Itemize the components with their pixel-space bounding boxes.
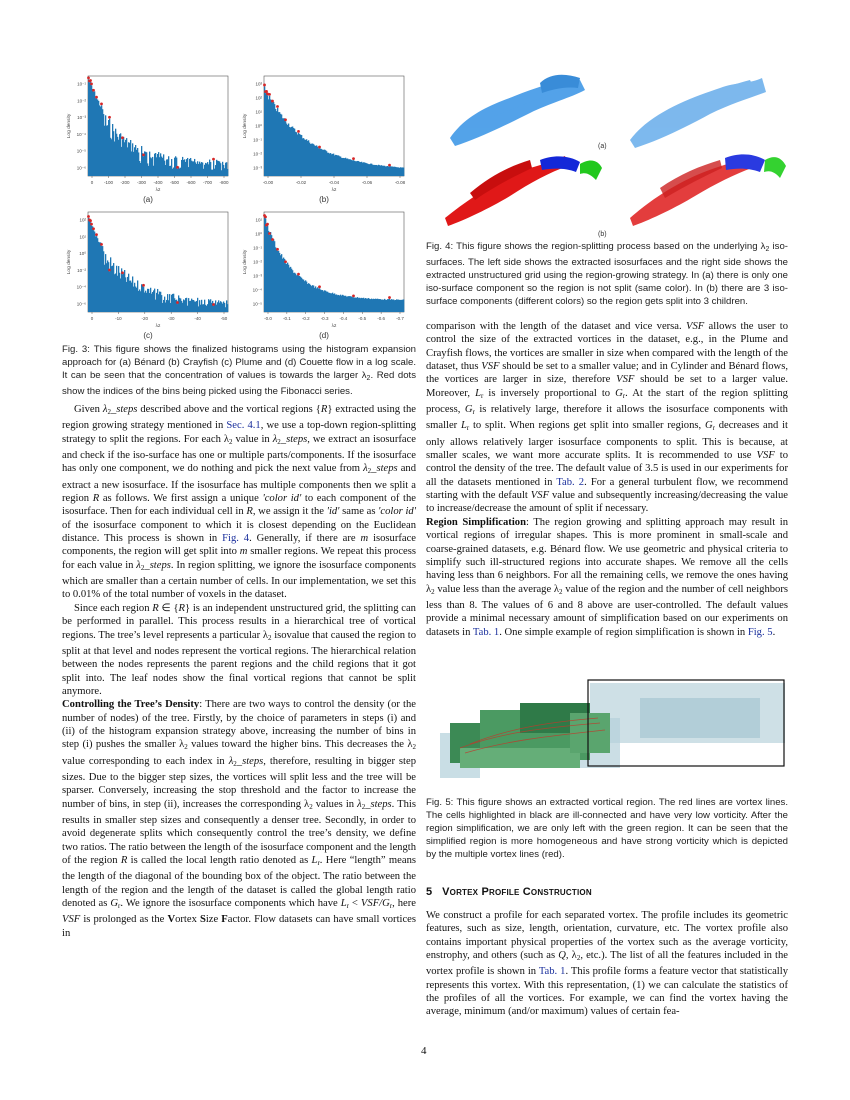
x-tick-label: -200 [120,180,130,185]
x-tick-label: -0.2 [301,316,310,321]
fibonacci-bin-dot [121,136,124,139]
x-tick-label: -500 [169,180,180,185]
text-segment: : The region growing and splitting approach may result in vortical regions of irregular shapes. This is more prominent in small-scale and coarse-grained datasets, e.g. Bénard flow. We use geometric and physical criteria to simplify such ill-structured regions into accurate shapes. We remove all the cells having less than 6 neighbors. For all the remaining cells, we remove the ones having λ [426,516,788,595]
y-tick-label: 10⁻² [77,267,86,273]
fibonacci-bin-dot [176,166,179,169]
y-tick-label: 10² [79,217,86,223]
y-tick-label: 10⁻³ [253,165,262,171]
section-heading [426,886,592,898]
text-segment: is relatively large, therefore it allows the isosurface components with smaller [426,404,788,432]
y-tick-label: 10⁻¹ [253,245,262,251]
text-segment: . Red dots show the indices of the bins being picked using the Fibonacci series. [62,369,416,397]
text-segment: . Generally, if there are [249,533,361,545]
fibonacci-bin-dot [92,89,95,92]
fig4-label-a: (a) [598,143,607,150]
text-segment: value in [232,433,273,445]
fibonacci-bin-dot [276,105,279,108]
y-tick-label: 10⁻² [253,151,262,157]
text-segment: Q [558,950,566,962]
text-segment: G [110,898,119,910]
text-segment: L [311,855,318,866]
text-segment: r [466,424,470,433]
text-segment: m [360,533,369,545]
fibonacci-bin-dot [95,96,98,99]
text-segment: decreases and it only allows relatively larger isosurface components to split. This is because, at smaller scales, we want more accurate splits. It is recommended to use [426,420,788,462]
text-segment: R [178,602,186,614]
y-tick-label: 10⁻⁴ [252,287,262,293]
x-tick-label: -0.4 [339,316,348,321]
text-segment: 2 [765,246,770,253]
text-segment: _steps [236,755,264,767]
text-segment: to control the density of the tree. The default value of 3.5 is used in our experiments for all the datasets mentioned in [426,450,788,488]
fibonacci-bin-dot [95,233,98,236]
text-segment: Given [74,404,103,415]
text-segment: isosurface components, the region will get split into [62,533,417,558]
text-segment: S [199,914,206,926]
text-segment: . This profile forms a feature vector that statistically represents this vortex. With this representation, (1) we can calculate the statistics of the profiles of all the vortices. For example, we can find the vortex having the average, minimum (and/or maximum) values of certain fea- [426,966,788,1018]
text-segment: to each component of the isosurface. Then for each individual cell in [62,493,416,518]
fibonacci-bin-dot [176,301,179,304]
text-segment: ize [205,914,222,926]
y-tick-label: 10⁻³ [77,115,86,121]
text-segment: Region Simplification [426,516,526,528]
x-tick-label: -0.04 [328,180,340,185]
fibonacci-bin-dot [142,153,145,156]
text-segment: . At the start of the region splitting process, [426,387,788,416]
fig5-vortical-region [440,678,788,792]
text-segment: VSF [756,450,775,462]
histogram-bar [403,299,404,312]
subfigure-label: (b) [319,195,329,204]
x-tick-label: -0.1 [282,316,291,321]
text-segment: r [118,902,121,911]
y-tick-label: 10⁻⁴ [76,131,86,137]
x-tick-label: -400 [153,180,163,185]
x-tick-label: -50 [220,316,228,321]
text-segment: r [346,902,349,911]
histogram-b [238,72,410,208]
histogram-d [238,208,410,344]
text-segment: same as [339,506,379,518]
fibonacci-bin-dot [212,158,215,161]
text-segment: VSF [685,321,705,332]
text-segment: _steps [371,463,398,475]
text-segment: value of the region and the number of cell neighbors less than 8. The values of 6 and 8 above are user-controlled. The default values provide a minimal necessary amount of simplification based on our experiments on datasets in [426,583,788,638]
text-segment: values toward the higher bins. This decreases the λ [187,739,413,751]
y-tick-label: 10⁻⁵ [252,301,262,307]
section-title: Vortex Profile Construction [442,886,592,898]
text-segment: G [615,387,623,399]
fig4-label-b: (b) [598,231,607,238]
y-tick-label: 10³ [255,81,262,87]
text-segment: L [460,420,467,432]
text-segment: V [167,914,176,926]
text-segment: value corresponding to each index in [62,755,229,767]
text-segment: VSF [481,361,500,373]
x-tick-label: -40 [194,316,201,321]
fibonacci-bin-dot [121,271,124,274]
histogram-bar [227,304,228,312]
fibonacci-bin-dot [87,215,90,218]
cross-reference-link[interactable]: Tab. 2 [556,476,585,488]
text-segment: λ [272,433,278,445]
left-column [62,403,416,940]
text-segment: value less than the average λ [434,583,560,595]
text-segment: iso-surfaces. The left side shows the extracted isosurfaces and the right side shows the extracted unstructured grid using the region-growing strategy. In (a) there is only one iso-surface component so the region is not split (same color). In (b) there are 3 iso-surface components (different colors) so the region gets split into 3 children. [426,241,789,307]
text-segment: is inversely proportional to [483,387,616,399]
text-segment: 2 [140,563,145,572]
text-segment: L [340,898,347,910]
histogram-plot [238,208,410,332]
text-segment: , we use a top-down region-splitting strategy to split the regions. For each λ [62,420,416,445]
text-segment: 2 [277,437,281,446]
y-tick-label: 10⁻¹ [253,137,262,143]
text-segment: 'color id' [378,506,416,518]
x-tick-label: -0.0 [264,316,272,321]
grid-a-right [630,78,766,148]
text-segment: , we extract an isosurface and check if the iso-surface has one or multiple parts/components. If the isosurface has only one component, we do nothing and pick the next value from [62,433,416,475]
text-segment: r [317,859,320,867]
y-tick-label: 10⁻² [77,98,86,104]
x-axis-label: λ2 [331,323,337,328]
y-axis-label: Log density [67,249,72,275]
x-tick-label: -100 [103,180,114,185]
text-segment: Fig. 5: This figure shows an extracted vortical region. The red lines are vortex lines. The cells highlighted in black are ill-connected and have very low vorticity. After the region simplification, we are only left with the green region. It can be seen that the simplified region is more homogeneous and have strong vorticity which is depicted by the multiple vortex lines (red). [426,797,788,860]
text-segment: 2 [233,759,237,768]
text-segment: 2 [267,633,272,642]
x-tick-label: -20 [141,316,149,321]
fibonacci-bin-dot [265,90,268,93]
y-tick-label: 10⁰ [255,123,262,129]
fibonacci-bin-dot [284,260,287,263]
x-tick-label: 0 [90,316,94,321]
fibonacci-bin-dot [284,118,287,121]
histogram-c [62,208,234,344]
histogram-a [62,72,234,208]
fibonacci-bin-dot [108,269,111,272]
histogram-bar [227,169,228,176]
fibonacci-bin-dot [87,77,90,80]
paragraph-tree-density [62,698,416,940]
text-segment: G [704,420,713,432]
x-tick-label: 0 [90,180,94,185]
y-tick-label: 10¹ [255,217,262,223]
x-tick-label: -0.3 [320,316,329,321]
y-tick-label: 10⁻³ [253,273,262,279]
text-segment: to split. When regions get split into smaller regions, [469,420,705,432]
fibonacci-bin-dot [318,285,321,288]
text-segment: R [246,506,253,518]
x-axis-label: λ2 [155,187,161,192]
paragraph-region-simplification [426,516,788,639]
text-segment: smaller regions. We repeat this process for each value in [62,546,416,571]
text-segment: value and subsequently increasing/decreasing the value to increase/decrease the amount of split if necessary. [426,490,788,515]
paragraph-region-splitting [62,403,416,602]
x-tick-label: -30 [167,316,175,321]
fibonacci-bin-dot [318,146,321,149]
grid-b-right [630,154,786,226]
x-tick-label: -0.08 [394,180,406,185]
text-segment: 'id' [326,506,340,518]
y-tick-label: 10⁻² [253,259,262,265]
text-segment: actor. Flow datasets can have small vortices in [62,914,416,939]
text-segment: m [239,546,248,558]
text-segment: R [320,404,328,415]
text-segment: VSF/G [360,898,390,910]
text-segment: allows the user to control the size of the extracted vortices in the dataset, e.g., in the Plume and Crayfish flows, the vortices are smaller in size when compared with the length of the dataset, thus [426,321,788,373]
x-tick-label: -0.7 [396,316,404,321]
fibonacci-bin-dot [388,164,391,167]
text-segment: 'color id' [262,493,302,505]
text-segment: 2 [229,437,233,446]
text-segment: r [389,902,393,911]
text-segment: isovalue that caused the region to split at that level and nodes represent the vortical regions. The hierarchical relation between the nodes represents the parent regions and the child regions that it got split into. The leaf nodes show the final vortical regions that cannot be split anymore. [62,629,416,697]
histogram-plot [62,72,234,196]
text-segment: Fig. 4: This figure shows the region-splitting process based on the underlying λ [426,241,766,252]
paragraph-vsf [426,320,788,516]
text-segment: . Here “length” means the length of the diagonal of the bounding box of the object. The ratio between the length of the region and the length of the dataset is called the global length ratio denoted as [62,855,416,910]
y-tick-label: 10⁻⁵ [76,148,86,154]
text-segment: _steps [280,433,308,445]
y-axis-label: Log density [243,249,248,275]
text-segment: λ [228,755,234,767]
x-tick-label: -300 [136,180,147,185]
fibonacci-bin-dot [388,296,391,299]
y-axis-label: Log density [243,113,248,139]
text-segment: VSF [62,914,81,926]
text-segment: , we assign it the [252,506,327,518]
histogram-plot [238,72,410,196]
text-segment: , here [392,898,416,910]
text-segment: , λ [565,950,577,962]
subfigure-label: (d) [319,331,329,340]
text-segment: . For a general turbulent flow, we recommend starting with the default [426,476,789,502]
text-segment: VSF [616,374,635,386]
fibonacci-bin-dot [352,294,355,297]
fibonacci-bin-dot [100,103,103,106]
y-tick-label: 10⁻⁶ [76,301,86,307]
subfigure-label: (a) [143,195,153,204]
text-segment: r [472,408,475,417]
text-segment: r [622,391,626,400]
text-segment: comparison with the length of the dataset and vice versa. [426,321,686,332]
paragraph-parallel-splitting [62,602,416,698]
text-segment: 2 [309,802,313,811]
cross-reference-link[interactable]: Fig. 5 [747,626,773,638]
x-tick-label: -0.00 [262,180,274,185]
fibonacci-bin-dot [142,284,145,287]
text-segment: _steps [110,404,138,415]
x-tick-label: -600 [186,180,196,185]
fibonacci-bin-dot [352,157,355,160]
y-tick-label: 10⁻¹ [77,81,86,87]
y-axis-label: Log density [67,113,72,139]
text-segment: Controlling the Tree’s Density [62,699,200,711]
text-segment: R [92,493,100,505]
text-segment: should be set to a larger value. Moreover, [426,374,788,399]
text-segment: _steps [144,559,171,571]
text-segment: } is an independent unstructured grid, the splitting can be performed in parallel. This process results in a hierarchical tree of vortical regions. The tree’s level represents a particular λ [62,602,416,641]
text-segment: 2 [366,374,371,382]
text-segment: 2 [431,587,435,596]
text-segment: Fig. 3: This figure shows the finalized histograms using the histogram expansion approach for (a) Bénard (b) Crayfish (c) Plume and (d) Couette flow in a log scale. It can be seen that the concentration of values is towards the larger λ [62,344,416,381]
fibonacci-bin-dot [264,216,267,219]
histogram-plot [62,208,234,332]
histogram-bar [403,168,404,176]
fibonacci-bin-dot [268,232,271,235]
fibonacci-bin-dot [268,93,271,96]
text-segment: VSF [530,490,550,502]
fig4-caption [426,241,788,309]
section-number: 5 [426,886,433,898]
text-segment: R [120,855,128,866]
y-tick-label: 10² [255,95,262,101]
isosurface-a-left [450,75,585,146]
page-number: 4 [421,1045,427,1057]
x-tick-label: -10 [115,316,122,321]
text-segment: < [348,898,361,910]
text-segment: . [772,626,776,638]
text-segment: R [152,602,159,614]
fig4-isosurfaces [430,68,790,238]
y-tick-label: 10⁰ [79,251,86,257]
text-segment: L [475,387,481,399]
text-segment: G [464,404,473,416]
text-segment: values in [312,798,358,810]
fibonacci-bin-dot [276,248,279,251]
text-segment: as follows. We first assign a unique [99,493,263,505]
text-segment: : There are two ways to control the density (or the number of nodes) of the tree. Firstly, by the choice of parameters in steps (i) and (ii) of the histogram expansion strategy above, increasing the number of bins in step (i) pushes the smaller λ [62,699,417,751]
subfigure-label: (c) [143,331,153,340]
y-tick-label: 10⁻⁴ [76,284,86,290]
fibonacci-bin-dot [89,79,92,82]
fibonacci-bin-dot [89,219,92,222]
x-axis-label: λ2 [155,323,161,328]
paragraph-vortex-profile [426,909,788,1019]
text-segment: λ [357,798,362,810]
text-segment: . In region splitting, we ignore the isosurface components which are smaller than a certain number of cells. In our implementation, we set this to 0.01% of the total number of voxels in the dataset. [62,559,416,601]
text-segment: described above and the vortical regions { [137,404,321,415]
cross-reference-link[interactable]: Tab. 1 [538,966,566,978]
text-segment: ortex [175,914,200,926]
y-tick-label: 10⁰ [255,231,262,237]
fibonacci-bin-dot [297,130,300,133]
fibonacci-bin-dot [266,223,269,226]
text-segment: . One simple example of region simplification is shown in [499,626,748,638]
text-segment: 2 [559,587,563,596]
text-segment: should be set to a smaller value; and in Cylinder and Bénard flows, the vortices are larger in size, therefore [426,361,788,386]
fibonacci-bin-dot [263,84,266,87]
right-column-bottom [426,909,788,1019]
y-tick-label: 10¹ [255,109,262,115]
text-segment: _steps [365,798,392,810]
text-segment: . This results in smaller step sizes and consequently a denser tree. Secondly, in order to avoid degenerate splits which consequently control the tree’s density, we define two ratios. The ratio between the length of the isosurface component and the length of the region [62,798,416,866]
text-segment: } extracted using the region growing strategy mentioned in [62,404,416,432]
cross-reference-link[interactable]: Tab. 1 [472,626,500,638]
fibonacci-bin-dot [271,238,274,241]
text-segment: , etc.). The list of all the features included in the vortex profile is shown in [426,950,788,978]
green-region [450,703,610,768]
fibonacci-bin-dot [212,303,215,306]
text-segment: r [480,391,484,400]
fibonacci-bin-dot [108,116,111,119]
cross-reference-link[interactable]: Sec. 4.1 [226,420,261,432]
text-segment: 2 [367,467,372,476]
text-segment: We construct a profile for each separated vortex. The profile includes its geometric features, such as size, length, orientation, curvature, etc. The vortex profile also contains important physical properties of the vortex such as the average vorticity, enstrophy, and others (such as [426,910,788,962]
text-segment: λ [136,559,141,571]
text-segment: is called the local length ratio denoted as [127,855,312,866]
cross-reference-link[interactable]: Fig. 4 [222,533,250,545]
x-tick-label: -0.6 [377,316,386,321]
fibonacci-bin-dot [90,82,93,85]
fibonacci-bin-dot [100,243,103,246]
text-segment: r [712,424,715,433]
fibonacci-bin-dot [90,223,93,226]
y-tick-label: 10⁻⁶ [76,165,86,171]
x-tick-label: -0.5 [358,316,367,321]
text-segment: of the isosurface component to which it is closest depending on the Euclidean distance. This process is shown in [62,519,416,545]
right-column-top [426,320,788,639]
fibonacci-bin-dot [271,100,274,103]
text-segment: λ [363,463,368,475]
text-segment: F [221,914,228,926]
text-segment: ∈ { [158,602,179,614]
x-axis-label: λ2 [331,187,337,192]
fibonacci-bin-dot [297,273,300,276]
x-tick-label: -800 [219,180,229,185]
text-segment: . We ignore the isosurface components which have [120,898,341,910]
x-tick-label: -700 [202,180,213,185]
text-segment: Since each region [74,602,153,614]
fig5-caption [426,797,788,862]
x-tick-label: -0.02 [295,180,307,185]
y-tick-label: 10¹ [79,234,86,240]
text-segment: 2 [576,954,581,963]
text-segment: , therefore, resulting in bigger step sizes. Due to the bigger step sizes, the vortices will split less and the tree will be sparser. Conversely, increasing the stop threshold and the factor to increase the number of bins, in step (ii), increases the corresponding λ [62,755,416,810]
fig3-caption [62,344,416,399]
x-tick-label: -0.06 [361,180,373,185]
text-segment: 2 [107,408,111,416]
text-segment: and extract a new isosurface. If the isosurface has multiple components then we split a region [62,463,416,505]
text-segment: 2 [412,743,417,752]
fibonacci-bin-dot [92,227,95,230]
isosurface-b-left [445,156,602,226]
text-segment: λ [102,404,108,415]
text-segment: 2 [184,743,188,752]
text-segment: is prolonged as the [80,914,168,926]
text-segment: 2 [361,802,366,811]
